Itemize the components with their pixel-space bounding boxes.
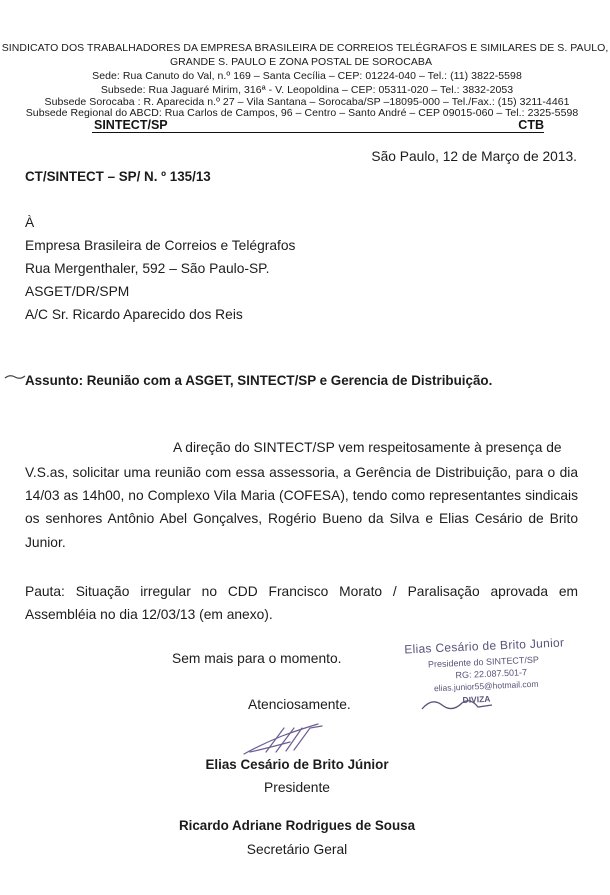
stamp-email: elias.junior55@hotmail.com <box>433 678 539 694</box>
body-paragraph: V.S.as, solicitar uma reunião com essa assessoria, a Gerência de Distribuição, para o dia 14/03 as 14h00, no Complexo Vila Maria (COFESA), tendo como representantes sindicais os senhores Antônio Abel Gonçalves, Rogério Bueno da Silva e Elias Cesário de Brito Junior. <box>25 465 578 550</box>
signatory-2-title: Secretário Geral <box>246 842 348 857</box>
signatory-1-title: Presidente <box>264 780 330 795</box>
letter-reference: CT/SINTECT – SP/ N. º 135/13 <box>25 169 211 184</box>
letterhead-sigla-bar <box>92 118 544 133</box>
letter-subject: Assunto: Reunião com a ASGET, SINTECT/SP e Gerencia de Distribuição. <box>25 373 493 388</box>
body-first-line: A direção do SINTECT/SP vem respeitosamente à presença de <box>173 440 562 455</box>
closing-regards: Atenciosamente. <box>248 697 351 712</box>
stamp-org: DIVIZA <box>462 693 491 705</box>
stamp-role: Presidente do SINTECT/SP <box>427 654 540 670</box>
recipient-address: Rua Mergenthaler, 592 – São Paulo-SP. <box>25 261 270 276</box>
sigla-ctb: CTB <box>518 118 544 132</box>
stamp-name: Elias Cesário de Brito Junior <box>403 635 565 657</box>
letterhead-line-1: SINDICATO DOS TRABALHADORES DA EMPRESA BRASILEIRA DE CORREIOS TELÉGRAFOS E SIMILARES DE S. PAULO, <box>1 42 609 54</box>
signature-icon <box>238 718 338 758</box>
agenda-paragraph: Pauta: Situação irregular no CDD Francisco Morato / Paralisação aprovada em Assembléia no dia 12/03/13 (em anexo). <box>25 584 578 623</box>
margin-mark-icon <box>4 372 26 382</box>
recipient-to: À <box>25 215 35 230</box>
recipient-company: Empresa Brasileira de Correios e Telégrafos <box>25 238 296 253</box>
recipient-department: ASGET/DR/SPM <box>25 284 130 299</box>
sigla-sintect: SINTECT/SP <box>94 118 168 132</box>
closing-line: Sem mais para o momento. <box>172 651 342 666</box>
stamp-rg: RG: 22.087.501-7 <box>455 667 528 681</box>
letterhead-address-subsede: Subsede: Rua Jaguaré Mirim, 316ª - V. Leopoldina – CEP: 05311-020 – Tel.: 3832-2053 <box>100 84 514 96</box>
signatory-1-name: Elias Cesário de Brito Júnior <box>205 757 389 772</box>
stamp-scribble-icon <box>418 693 498 715</box>
letterhead-address-abcd: Subsede Regional do ABCD: Rua Carlos de Campos, 96 – Centro – Santo André – CEP 09015-060 – Tel.: 2325-5598 <box>25 107 579 119</box>
letterhead-rule <box>92 132 544 133</box>
recipient-attention: A/C Sr. Ricardo Aparecido dos Reis <box>25 307 243 322</box>
signatory-2-name: Ricardo Adriane Rodrigues de Sousa <box>178 818 416 833</box>
letterhead-address-sorocaba: Subsede Sorocaba : R. Aparecida n.º 27 – Vila Santana – Sorocaba/SP –18095-000 – Tel./Fax.: (15) 3211-4461 <box>44 96 570 108</box>
letterhead-line-2: GRANDE S. PAULO E ZONA POSTAL DE SOROCABA <box>169 56 433 68</box>
letterhead-address-sede: Sede: Rua Canuto do Val, n.º 169 – Santa Cecília – CEP: 01224-040 – Tel.: (11) 3822-5598 <box>92 70 522 82</box>
place-date: São Paulo, 12 de Março de 2013. <box>371 149 577 164</box>
